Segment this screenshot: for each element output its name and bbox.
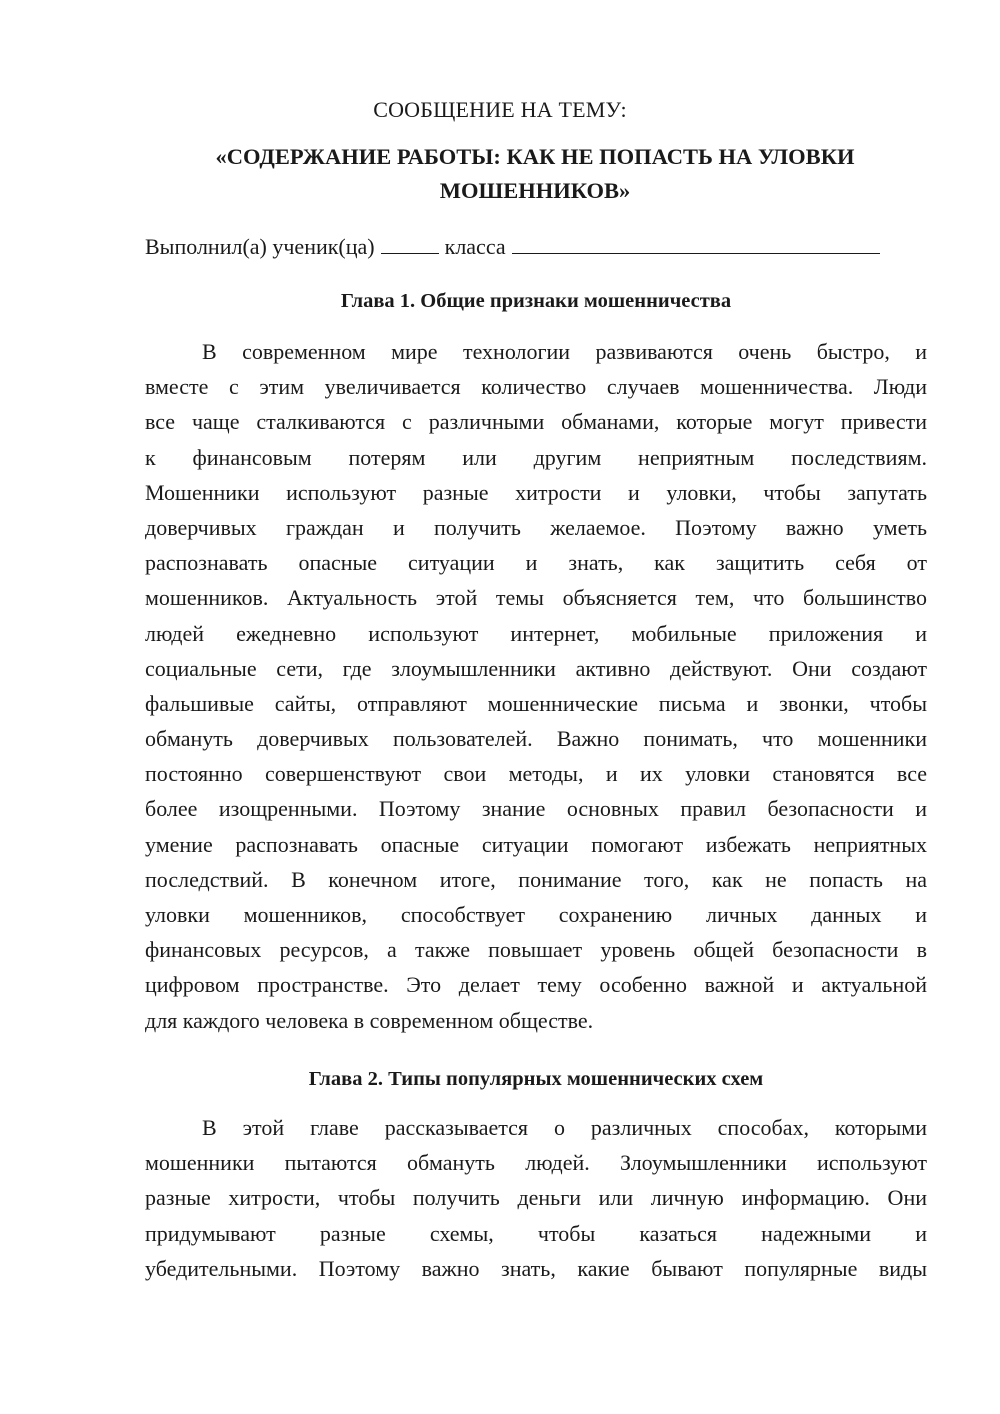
text-line: умение распознавать опасные ситуации помогают избежать неприятных: [145, 831, 927, 857]
text-line: убедительными. Поэтому важно знать, какие бывают популярные виды: [145, 1255, 927, 1281]
text-line: В этой главе рассказывается о различных способах, которыми: [202, 1115, 927, 1140]
text-line: Мошенники используют разные хитрости и уловки, чтобы запутать: [145, 479, 927, 505]
text-line: уловки мошенников, способствует сохранению личных данных и: [145, 902, 927, 927]
text-line: к финансовым потерям или другим неприятным последствиям.: [145, 444, 927, 470]
chapter-1-heading: Глава 1. Общие признаки мошенничества: [340, 290, 732, 312]
text-line: доверчивых граждан и получить желаемое. Поэтому важно уметь: [145, 514, 927, 540]
text-line: разные хитрости, чтобы получить деньги или личную информацию. Они: [145, 1185, 927, 1211]
text-line: придумывают разные схемы, чтобы казаться надежными и: [145, 1220, 927, 1246]
text-line: мошенников. Актуальность этой темы объясняется тем, что большинство: [145, 585, 927, 611]
text-line: цифровом пространстве. Это делает тему особенно важной и актуальной: [145, 972, 927, 998]
class-word: класса: [444, 234, 506, 259]
text-line: В современном мире технологии развиваются очень быстро, и: [202, 339, 927, 364]
text-line: обмануть доверчивых пользователей. Важно понимать, что мошенники: [145, 726, 927, 752]
report-title: [170, 140, 900, 208]
text-line: распознавать опасные ситуации и знать, как защитить себя от: [145, 550, 927, 576]
text-line: людей ежедневно используют интернет, мобильные приложения и: [145, 620, 927, 646]
grade-blank: [381, 231, 439, 254]
report-title-line-1: «СОДЕРЖАНИЕ РАБОТЫ: КАК НЕ ПОПАСТЬ НА УЛОВКИ: [215, 144, 855, 169]
chapter-1-paragraph: [145, 334, 927, 1038]
text-line: вместе с этим увеличивается количество случаев мошенничества. Люди: [145, 374, 927, 400]
name-blank: [512, 231, 880, 254]
text-line: все чаще сталкиваются с различными обманами, которые могут привести: [145, 409, 927, 435]
report-label: СООБЩЕНИЕ НА ТЕМУ:: [373, 97, 627, 122]
text-line: фальшивые сайты, отправляют мошеннические письма и звонки, чтобы: [145, 690, 927, 716]
text-line: социальные сети, где злоумышленники активно действуют. Они создают: [145, 655, 927, 681]
chapter-2-paragraph: [145, 1110, 927, 1286]
text-line: более изощренными. Поэтому знание основных правил безопасности и: [145, 796, 927, 822]
text-line: последствий. В конечном итоге, понимание того, как не попасть на: [145, 866, 927, 892]
report-title-line-2: МОШЕННИКОВ»: [439, 178, 631, 203]
text-line: постоянно совершенствуют свои методы, и их уловки становятся все: [145, 761, 927, 787]
chapter-2-heading: Глава 2. Типы популярных мошеннических схем: [308, 1068, 764, 1090]
author-prefix: Выполнил(а) ученик(ца): [145, 234, 375, 259]
text-line: для каждого человека в современном обществе.: [145, 1007, 594, 1033]
text-line: мошенники пытаются обмануть людей. Злоумышленники используют: [145, 1150, 927, 1176]
text-line: финансовых ресурсов, а также повышает уровень общей безопасности в: [145, 937, 927, 963]
author-line: [145, 230, 880, 264]
